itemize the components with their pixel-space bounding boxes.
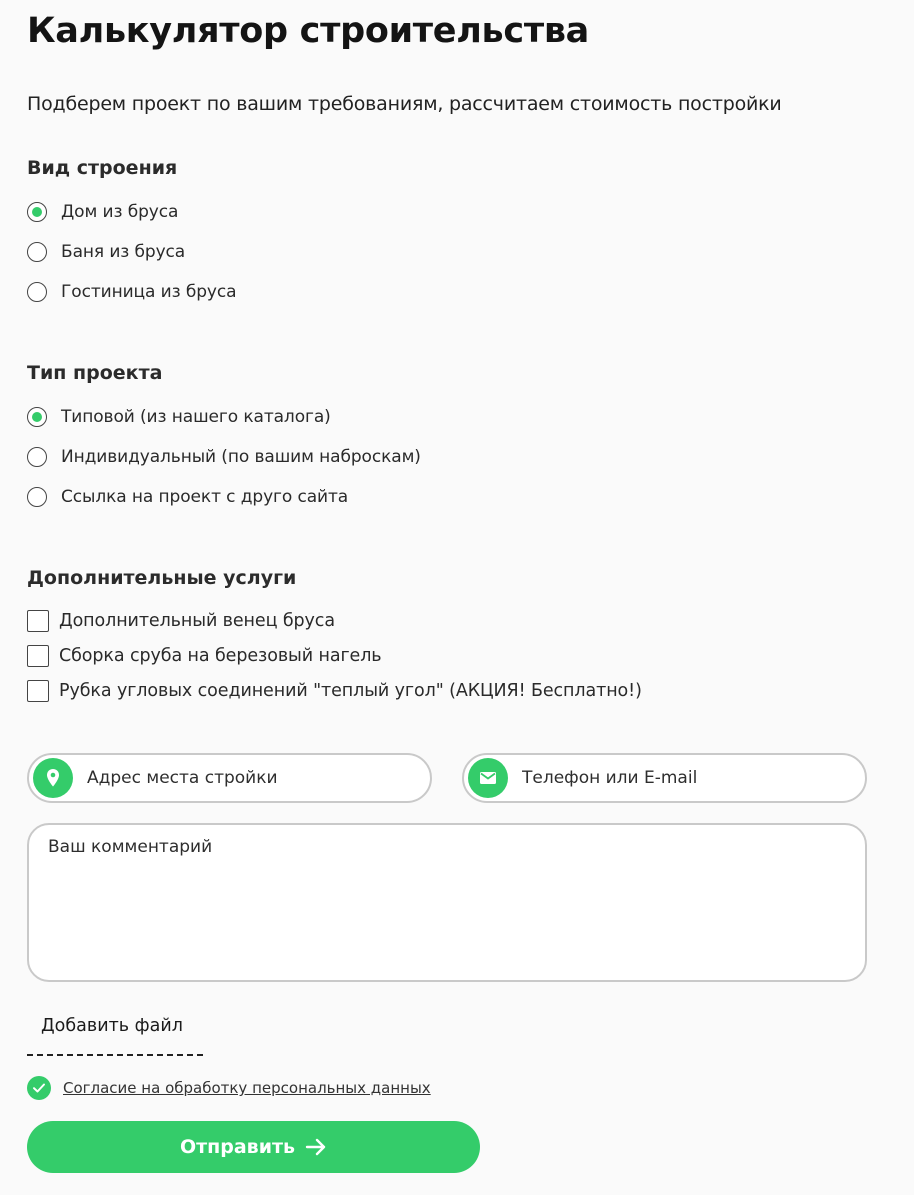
extra-service-warm-corner[interactable] <box>27 679 642 703</box>
checkbox-label: Рубка угловых соединений "теплый угол" (АКЦИЯ! Бесплатно!) <box>59 681 642 701</box>
checkbox[interactable] <box>27 645 49 667</box>
add-file-label: Добавить файл <box>41 1016 183 1036</box>
arrow-right-icon <box>305 1138 327 1156</box>
address-input[interactable] <box>85 767 389 789</box>
consent-link[interactable]: Согласие на обработку персональных данных <box>63 1079 431 1097</box>
comment-textarea[interactable] <box>27 823 867 982</box>
submit-label: Отправить <box>179 1136 296 1158</box>
checkbox-label: Сборка сруба на березовый нагель <box>59 646 382 666</box>
radio-button[interactable] <box>27 282 47 302</box>
option-label: Ссылка на проект с друго сайта <box>61 487 349 507</box>
building-type-option-bathhouse[interactable] <box>27 240 185 264</box>
option-label: Гостиница из бруса <box>61 282 237 302</box>
radio-button[interactable] <box>27 487 47 507</box>
radio-button[interactable] <box>27 242 47 262</box>
address-field[interactable] <box>27 753 432 803</box>
option-label: Типовой (из нашего каталога) <box>61 407 331 427</box>
project-type-option-catalog[interactable] <box>27 405 331 429</box>
submit-button[interactable] <box>27 1121 480 1173</box>
option-label: Индивидуальный (по вашим наброскам) <box>61 447 421 467</box>
building-type-title: Вид строения <box>27 157 178 179</box>
contact-field[interactable] <box>462 753 867 803</box>
consent-checkbox[interactable] <box>27 1076 431 1100</box>
checkbox[interactable] <box>27 610 49 632</box>
radio-button-selected[interactable] <box>27 407 47 427</box>
contact-input[interactable] <box>520 767 824 789</box>
extra-service-birch-dowel[interactable] <box>27 644 382 668</box>
location-pin-icon <box>33 758 73 798</box>
page-subtitle: Подберем проект по вашим требованиям, рассчитаем стоимость постройки <box>27 93 782 115</box>
project-type-option-individual[interactable] <box>27 445 421 469</box>
extra-services-title: Дополнительные услуги <box>27 567 297 589</box>
checkbox-label: Дополнительный венец бруса <box>59 611 335 631</box>
option-label: Дом из бруса <box>61 202 179 222</box>
option-label: Баня из бруса <box>61 242 186 262</box>
extra-service-crown[interactable] <box>27 609 335 633</box>
project-type-title: Тип проекта <box>27 362 163 384</box>
add-file-button[interactable] <box>27 1014 203 1056</box>
radio-button[interactable] <box>27 447 47 467</box>
project-type-option-link[interactable] <box>27 485 348 509</box>
building-type-option-house[interactable] <box>27 200 178 224</box>
envelope-icon <box>468 758 508 798</box>
building-type-option-hotel[interactable] <box>27 280 236 304</box>
checkbox[interactable] <box>27 680 49 702</box>
checkmark-icon[interactable] <box>27 1076 51 1100</box>
page-title: Калькулятор строительства <box>27 11 589 51</box>
radio-button-selected[interactable] <box>27 202 47 222</box>
